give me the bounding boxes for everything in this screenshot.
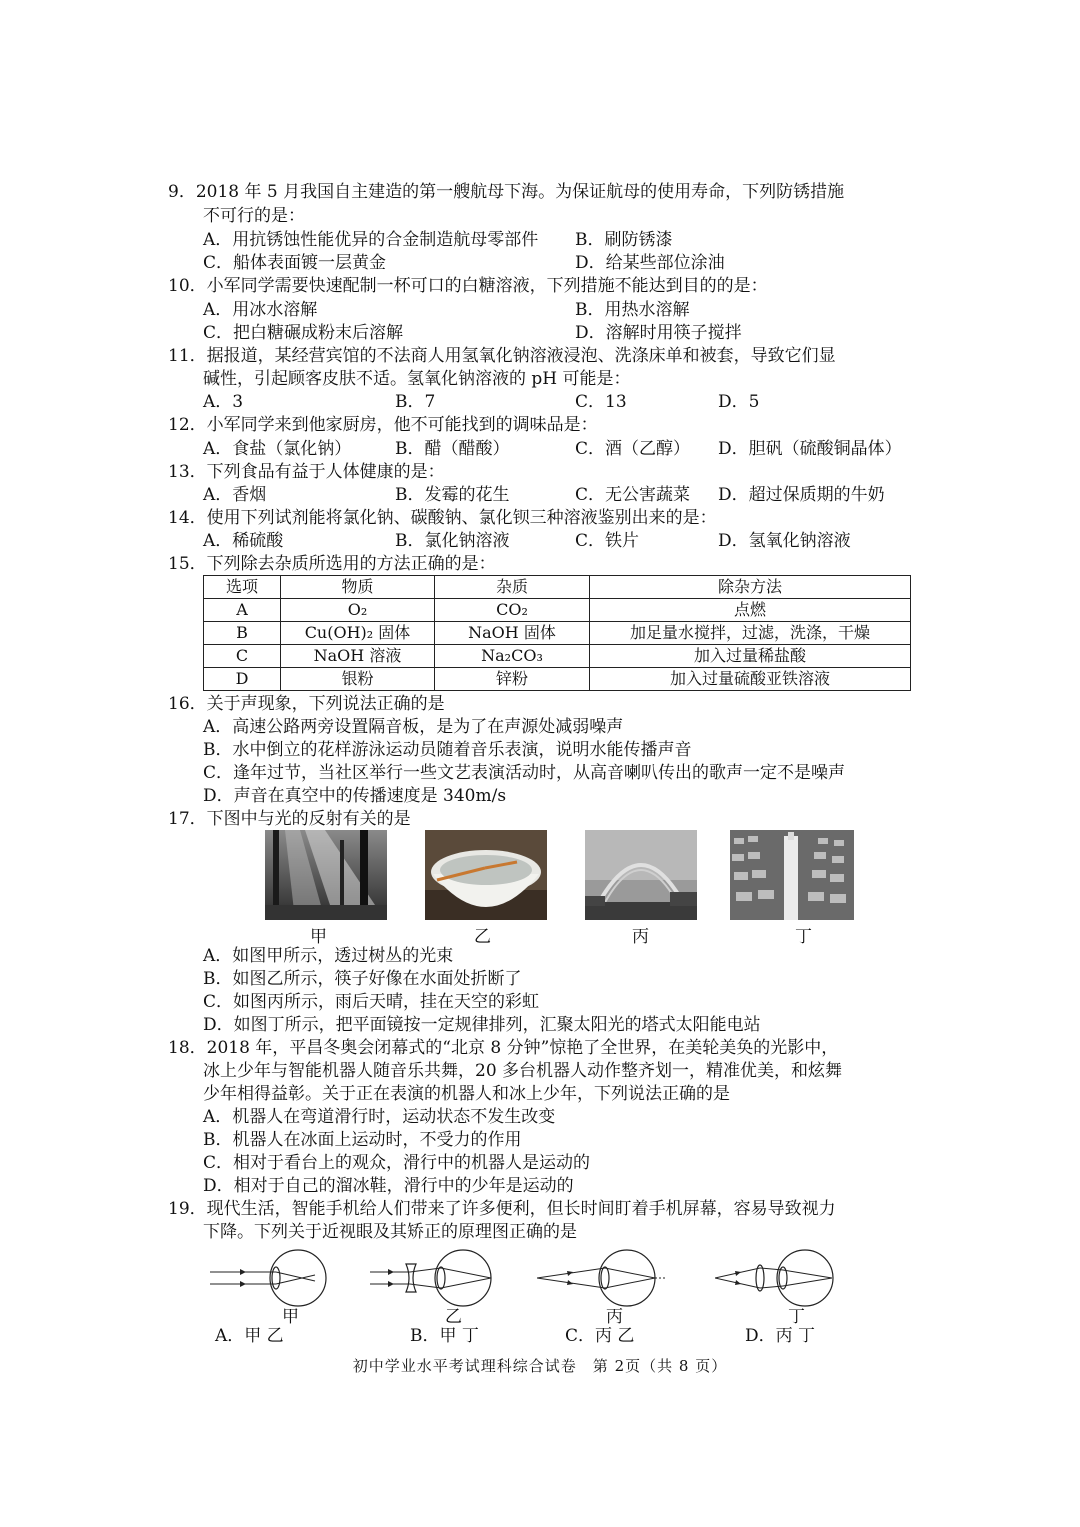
table-header-row <box>204 576 911 599</box>
eye-caption-bing: 丙 <box>606 1307 623 1327</box>
q18-option-a: A．机器人在弯道滑行时，运动状态不发生改变 <box>203 1107 556 1127</box>
q11-stem: 11．据报道，某经营宾馆的不法商人用氢氧化钠溶液浸泡、洗涤床单和被套，导致它们显 <box>168 346 836 366</box>
q13-option-c: C．无公害蔬菜 <box>575 485 691 505</box>
q16-option-a: A．高速公路两旁设置隔音板，是为了在声源处减弱噪声 <box>203 717 624 737</box>
q12-stem: 12．小军同学来到他家厨房，他不可能找到的调味品是： <box>168 415 598 435</box>
q17-option-a: A．如图甲所示，透过树丛的光束 <box>203 946 454 966</box>
table-row <box>204 622 911 645</box>
solar-tower-photo <box>730 830 854 920</box>
q16-option-d: D．声音在真空中的传播速度是 340m/s <box>203 786 507 806</box>
table-cell: 加足量水搅拌，过滤，洗涤，干燥 <box>590 622 911 645</box>
eye-diagram-jia <box>210 1248 330 1308</box>
q11-option-d: D．5 <box>718 392 760 412</box>
q19-option-c: C．丙 乙 <box>565 1326 635 1346</box>
photo-caption-bing: 丙 <box>632 927 649 947</box>
page-footer: 初中学业水平考试理科综合试卷 第 2页（共 8 页） <box>352 1357 728 1375</box>
table-cell: 加入过量稀盐酸 <box>590 645 911 668</box>
table-cell: Cu(OH)₂ 固体 <box>281 622 435 645</box>
q15-stem: 15．下列除去杂质所选用的方法正确的是： <box>168 554 496 574</box>
photo-caption-yi: 乙 <box>474 927 491 947</box>
q19-stem: 19．现代生活，智能手机给人们带来了许多便利，但长时间盯着手机屏幕，容易导致视力 <box>168 1199 836 1219</box>
eye-caption-yi: 乙 <box>445 1307 462 1327</box>
table-header: 物质 <box>281 576 435 599</box>
q19-option-d: D．丙 丁 <box>745 1326 816 1346</box>
bowl-chopstick-photo <box>425 830 547 920</box>
table-cell: 银粉 <box>281 668 435 691</box>
q12-option-b: B．醋（醋酸） <box>395 439 510 459</box>
photo-caption-ding: 丁 <box>795 927 812 947</box>
rainbow-photo <box>580 830 702 920</box>
q14-option-b: B．氯化钠溶液 <box>395 531 510 551</box>
table-header: 选项 <box>204 576 281 599</box>
table-cell: C <box>204 645 281 668</box>
q9-option-c: C．船体表面镀一层黄金 <box>203 253 387 273</box>
q9-option-b: B．刷防锈漆 <box>575 230 673 250</box>
tree-light-beam-photo <box>265 830 387 920</box>
table-cell: B <box>204 622 281 645</box>
q17-option-c: C．如图丙所示，雨后天晴，挂在天空的彩虹 <box>203 992 540 1012</box>
table-row <box>204 668 911 691</box>
q11-option-b: B．7 <box>395 392 436 412</box>
eye-diagram-ding <box>715 1248 840 1308</box>
q9-option-d: D．给某些部位涂油 <box>575 253 725 273</box>
q16-option-b: B．水中倒立的花样游泳运动员随着音乐表演，说明水能传播声音 <box>203 740 692 760</box>
table-cell: NaOH 固体 <box>435 622 590 645</box>
q18-option-c: C．相对于看台上的观众，滑行中的机器人是运动的 <box>203 1153 591 1173</box>
q10-stem: 10．小军同学需要快速配制一杯可口的白糖溶液，下列措施不能达到目的的是： <box>168 276 768 296</box>
eye-caption-jia: 甲 <box>282 1307 299 1327</box>
q9-option-a: A．用抗锈蚀性能优异的合金制造航母零部件 <box>203 230 539 250</box>
q10-option-c: C．把白糖碾成粉末后溶解 <box>203 323 404 343</box>
q13-option-d: D．超过保质期的牛奶 <box>718 485 885 505</box>
q18-stem-cont2: 少年相得益彰。关于正在表演的机器人和冰上少年，下列说法正确的是 <box>203 1084 730 1104</box>
q18-stem: 18．2018 年，平昌冬奥会闭幕式的“北京 8 分钟”惊艳了全世界，在美轮美奂的光影中， <box>168 1038 839 1058</box>
table-row <box>204 599 911 622</box>
q19-option-b: B．甲 丁 <box>410 1326 479 1346</box>
table-cell: D <box>204 668 281 691</box>
q18-option-b: B．机器人在冰面上运动时，不受力的作用 <box>203 1130 522 1150</box>
q9-stem-cont: 不可行的是： <box>203 206 305 226</box>
q14-stem: 14．使用下列试剂能将氯化钠、碳酸钠、氯化钡三种溶液鉴别出来的是： <box>168 508 717 528</box>
q10-option-b: B．用热水溶解 <box>575 300 690 320</box>
table-cell: NaOH 溶液 <box>281 645 435 668</box>
table-cell: CO₂ <box>435 599 590 622</box>
q9-stem: 9．2018 年 5 月我国自主建造的第一艘航母下海。为保证航母的使用寿命，下列防锈措施 <box>168 182 845 202</box>
q11-option-c: C．13 <box>575 392 627 412</box>
q12-option-a: A．食盐（氯化钠） <box>203 439 352 459</box>
q18-stem-cont: 冰上少年与智能机器人随音乐共舞，20 多台机器人动作整齐划一，精准优美，和炫舞 <box>203 1061 843 1081</box>
q19-stem-cont: 下降。下列关于近视眼及其矫正的原理图正确的是 <box>203 1222 577 1242</box>
q17-stem: 17．下图中与光的反射有关的是 <box>168 809 411 829</box>
q12-option-d: D．胆矾（硫酸铜晶体） <box>718 439 902 459</box>
eye-diagram-yi <box>370 1248 495 1308</box>
q17-option-b: B．如图乙所示，筷子好像在水面处折断了 <box>203 969 522 989</box>
q11-option-a: A．3 <box>203 392 244 412</box>
q12-option-c: C．酒（乙醇） <box>575 439 691 459</box>
q16-option-c: C．逢年过节，当社区举行一些文艺表演活动时，从高音喇叭传出的歌声一定不是噪声 <box>203 763 846 783</box>
q13-stem: 13．下列食品有益于人体健康的是： <box>168 462 445 482</box>
impurity-table <box>203 575 911 691</box>
q14-option-a: A．稀硫酸 <box>203 531 284 551</box>
table-header: 杂质 <box>435 576 590 599</box>
table-cell: 加入过量硫酸亚铁溶液 <box>590 668 911 691</box>
eye-diagram-bing <box>537 1248 667 1308</box>
table-cell: 锌粉 <box>435 668 590 691</box>
photo-caption-jia: 甲 <box>310 927 327 947</box>
table-cell: O₂ <box>281 599 435 622</box>
q14-option-d: D．氢氧化钠溶液 <box>718 531 851 551</box>
q16-stem: 16．关于声现象，下列说法正确的是 <box>168 694 445 714</box>
q13-option-a: A．香烟 <box>203 485 267 505</box>
q19-option-a: A．甲 乙 <box>215 1326 284 1346</box>
q10-option-a: A．用冰水溶解 <box>203 300 318 320</box>
table-row <box>204 645 911 668</box>
q13-option-b: B．发霉的花生 <box>395 485 510 505</box>
table-cell: 点燃 <box>590 599 911 622</box>
eye-caption-ding: 丁 <box>788 1307 805 1327</box>
q18-option-d: D．相对于自己的溜冰鞋，滑行中的少年是运动的 <box>203 1176 574 1196</box>
q11-stem-cont: 碱性，引起顾客皮肤不适。氢氧化钠溶液的 pH 可能是： <box>203 369 631 389</box>
q10-option-d: D．溶解时用筷子搅拌 <box>575 323 742 343</box>
q14-option-c: C．铁片 <box>575 531 640 551</box>
table-cell: A <box>204 599 281 622</box>
table-header: 除杂方法 <box>590 576 911 599</box>
q17-option-d: D．如图丁所示，把平面镜按一定规律排列，汇聚太阳光的塔式太阳能电站 <box>203 1015 761 1035</box>
table-cell: Na₂CO₃ <box>435 645 590 668</box>
